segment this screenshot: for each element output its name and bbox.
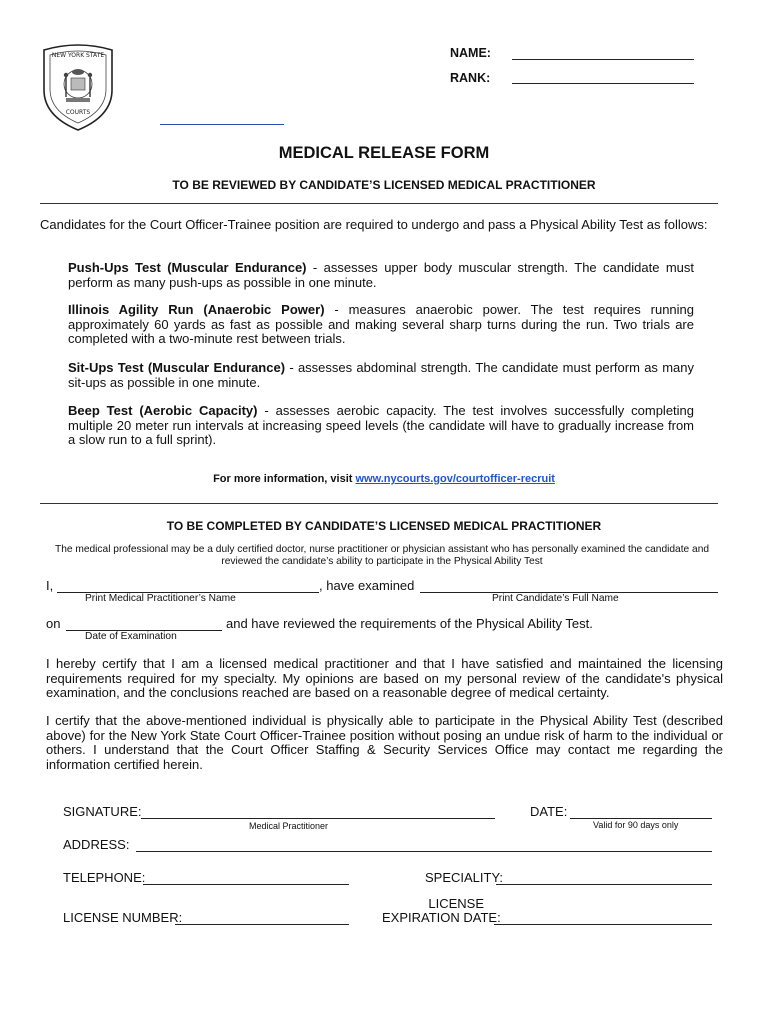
divider-middle: [40, 503, 718, 504]
speciality-field[interactable]: [496, 884, 712, 885]
signature-field[interactable]: [141, 818, 495, 819]
exam-have-examined-label: , have examined: [319, 578, 415, 593]
intro-paragraph: Candidates for the Court Officer-Trainee position are required to undergo and pass a Physical Ability Test as follows:: [40, 217, 708, 232]
more-info-prefix: For more information, visit: [213, 473, 356, 485]
license-number-field[interactable]: [175, 924, 349, 925]
license-expiration-label-line1: LICENSE: [428, 896, 484, 911]
court-seal-logo: [40, 42, 116, 132]
license-expiration-label-line2: EXPIRATION DATE:: [382, 910, 501, 925]
exam-reviewed-text: and have reviewed the requirements of the Physical Ability Test.: [226, 616, 593, 631]
divider-top: [40, 203, 718, 204]
more-info-line: [0, 473, 768, 485]
rank-label: RANK:: [450, 71, 491, 85]
recruit-link[interactable]: www.nycourts.gov/courtofficer-recruit: [355, 473, 555, 485]
complete-subtitle: TO BE COMPLETED BY CANDIDATE’S LICENSED MEDICAL PRACTITIONER: [166, 519, 602, 533]
svg-text:COURTS: COURTS: [65, 109, 91, 116]
test-agility-run: [68, 303, 694, 347]
review-subtitle: TO BE REVIEWED BY CANDIDATE’S LICENSED MEDICAL PRACTITIONER: [172, 178, 596, 192]
date-caption: Valid for 90 days only: [593, 820, 679, 830]
blue-underline: [160, 124, 284, 125]
name-field[interactable]: [512, 59, 694, 60]
signature-caption: Medical Practitioner: [249, 821, 329, 831]
test-description: - assesses aerobic capacity. The test involves successfully completing multiple 20 meter run intervals at increasing speed levels (the candidate will have to gradually increase from a slow run to a full sprint).: [68, 403, 695, 447]
test-name: Push-Ups Test (Muscular Endurance): [68, 260, 307, 275]
certify-paragraph-1: I hereby certify that I am a licensed medical practitioner and that I have satisfied and maintained the licensing requirements required for my specialty. My opinions are based on my personal review of the candidate's physical examination, and the conclusions reached are based on a reasonable degree of medical certainty.: [46, 656, 723, 700]
practitioner-note: The medical professional may be a duly certified doctor, nurse practitioner or physician assistant who has personally examined the candidate and reviewed the candidate’s ability to participate in the Physical Ability Test: [54, 544, 710, 567]
test-name: Illinois Agility Run (Anaerobic Power): [68, 302, 325, 317]
rank-field[interactable]: [512, 83, 694, 84]
exam-date-caption: Date of Examination: [85, 631, 177, 642]
certify-paragraph-2: I certify that the above-mentioned individual is physically able to participate in the Physical Ability Test (described above) for the New York State Court Officer-Trainee position without posing an undue risk of harm to the individual or others. I understand that the Court Officer Staffing & Security Services Office may contact me regarding the information certified herein.: [46, 713, 723, 772]
test-situps: [68, 361, 694, 390]
telephone-label: TELEPHONE:: [63, 870, 146, 885]
test-name: Beep Test (Aerobic Capacity): [68, 403, 258, 418]
test-description: - measures anaerobic power. The test requires running approximately 60 yards as fast as possible and making several sharp turns during the run. Two trials are completed with a two-minute rest between trials.: [68, 302, 694, 346]
name-label: NAME:: [450, 46, 491, 60]
exam-on-label: on: [46, 616, 61, 631]
test-description: - assesses upper body muscular strength. The candidate must perform as many push-ups as possible in one minute.: [68, 260, 694, 290]
speciality-label: SPECIALITY:: [425, 870, 504, 885]
test-beep: [68, 404, 694, 448]
address-label: ADDRESS:: [63, 837, 130, 852]
address-field[interactable]: [136, 851, 712, 852]
date-label: DATE:: [530, 804, 568, 819]
candidate-name-caption: Print Candidate’s Full Name: [492, 593, 619, 604]
test-description: - assesses abdominal strength. The candidate must perform as many sit-ups as possible in one minute.: [68, 360, 695, 390]
test-name: Sit-Ups Test (Muscular Endurance): [68, 360, 286, 375]
practitioner-name-caption: Print Medical Practitioner’s Name: [85, 593, 236, 604]
test-pushups: [68, 261, 694, 290]
form-title: MEDICAL RELEASE FORM: [278, 144, 490, 162]
date-field[interactable]: [570, 818, 712, 819]
telephone-field[interactable]: [143, 884, 349, 885]
svg-text:NEW YORK STATE: NEW YORK STATE: [51, 52, 105, 59]
license-expiration-field[interactable]: [494, 924, 712, 925]
signature-label: SIGNATURE:: [63, 804, 142, 819]
exam-i-label: I,: [46, 578, 54, 593]
license-number-label: LICENSE NUMBER:: [63, 910, 183, 925]
